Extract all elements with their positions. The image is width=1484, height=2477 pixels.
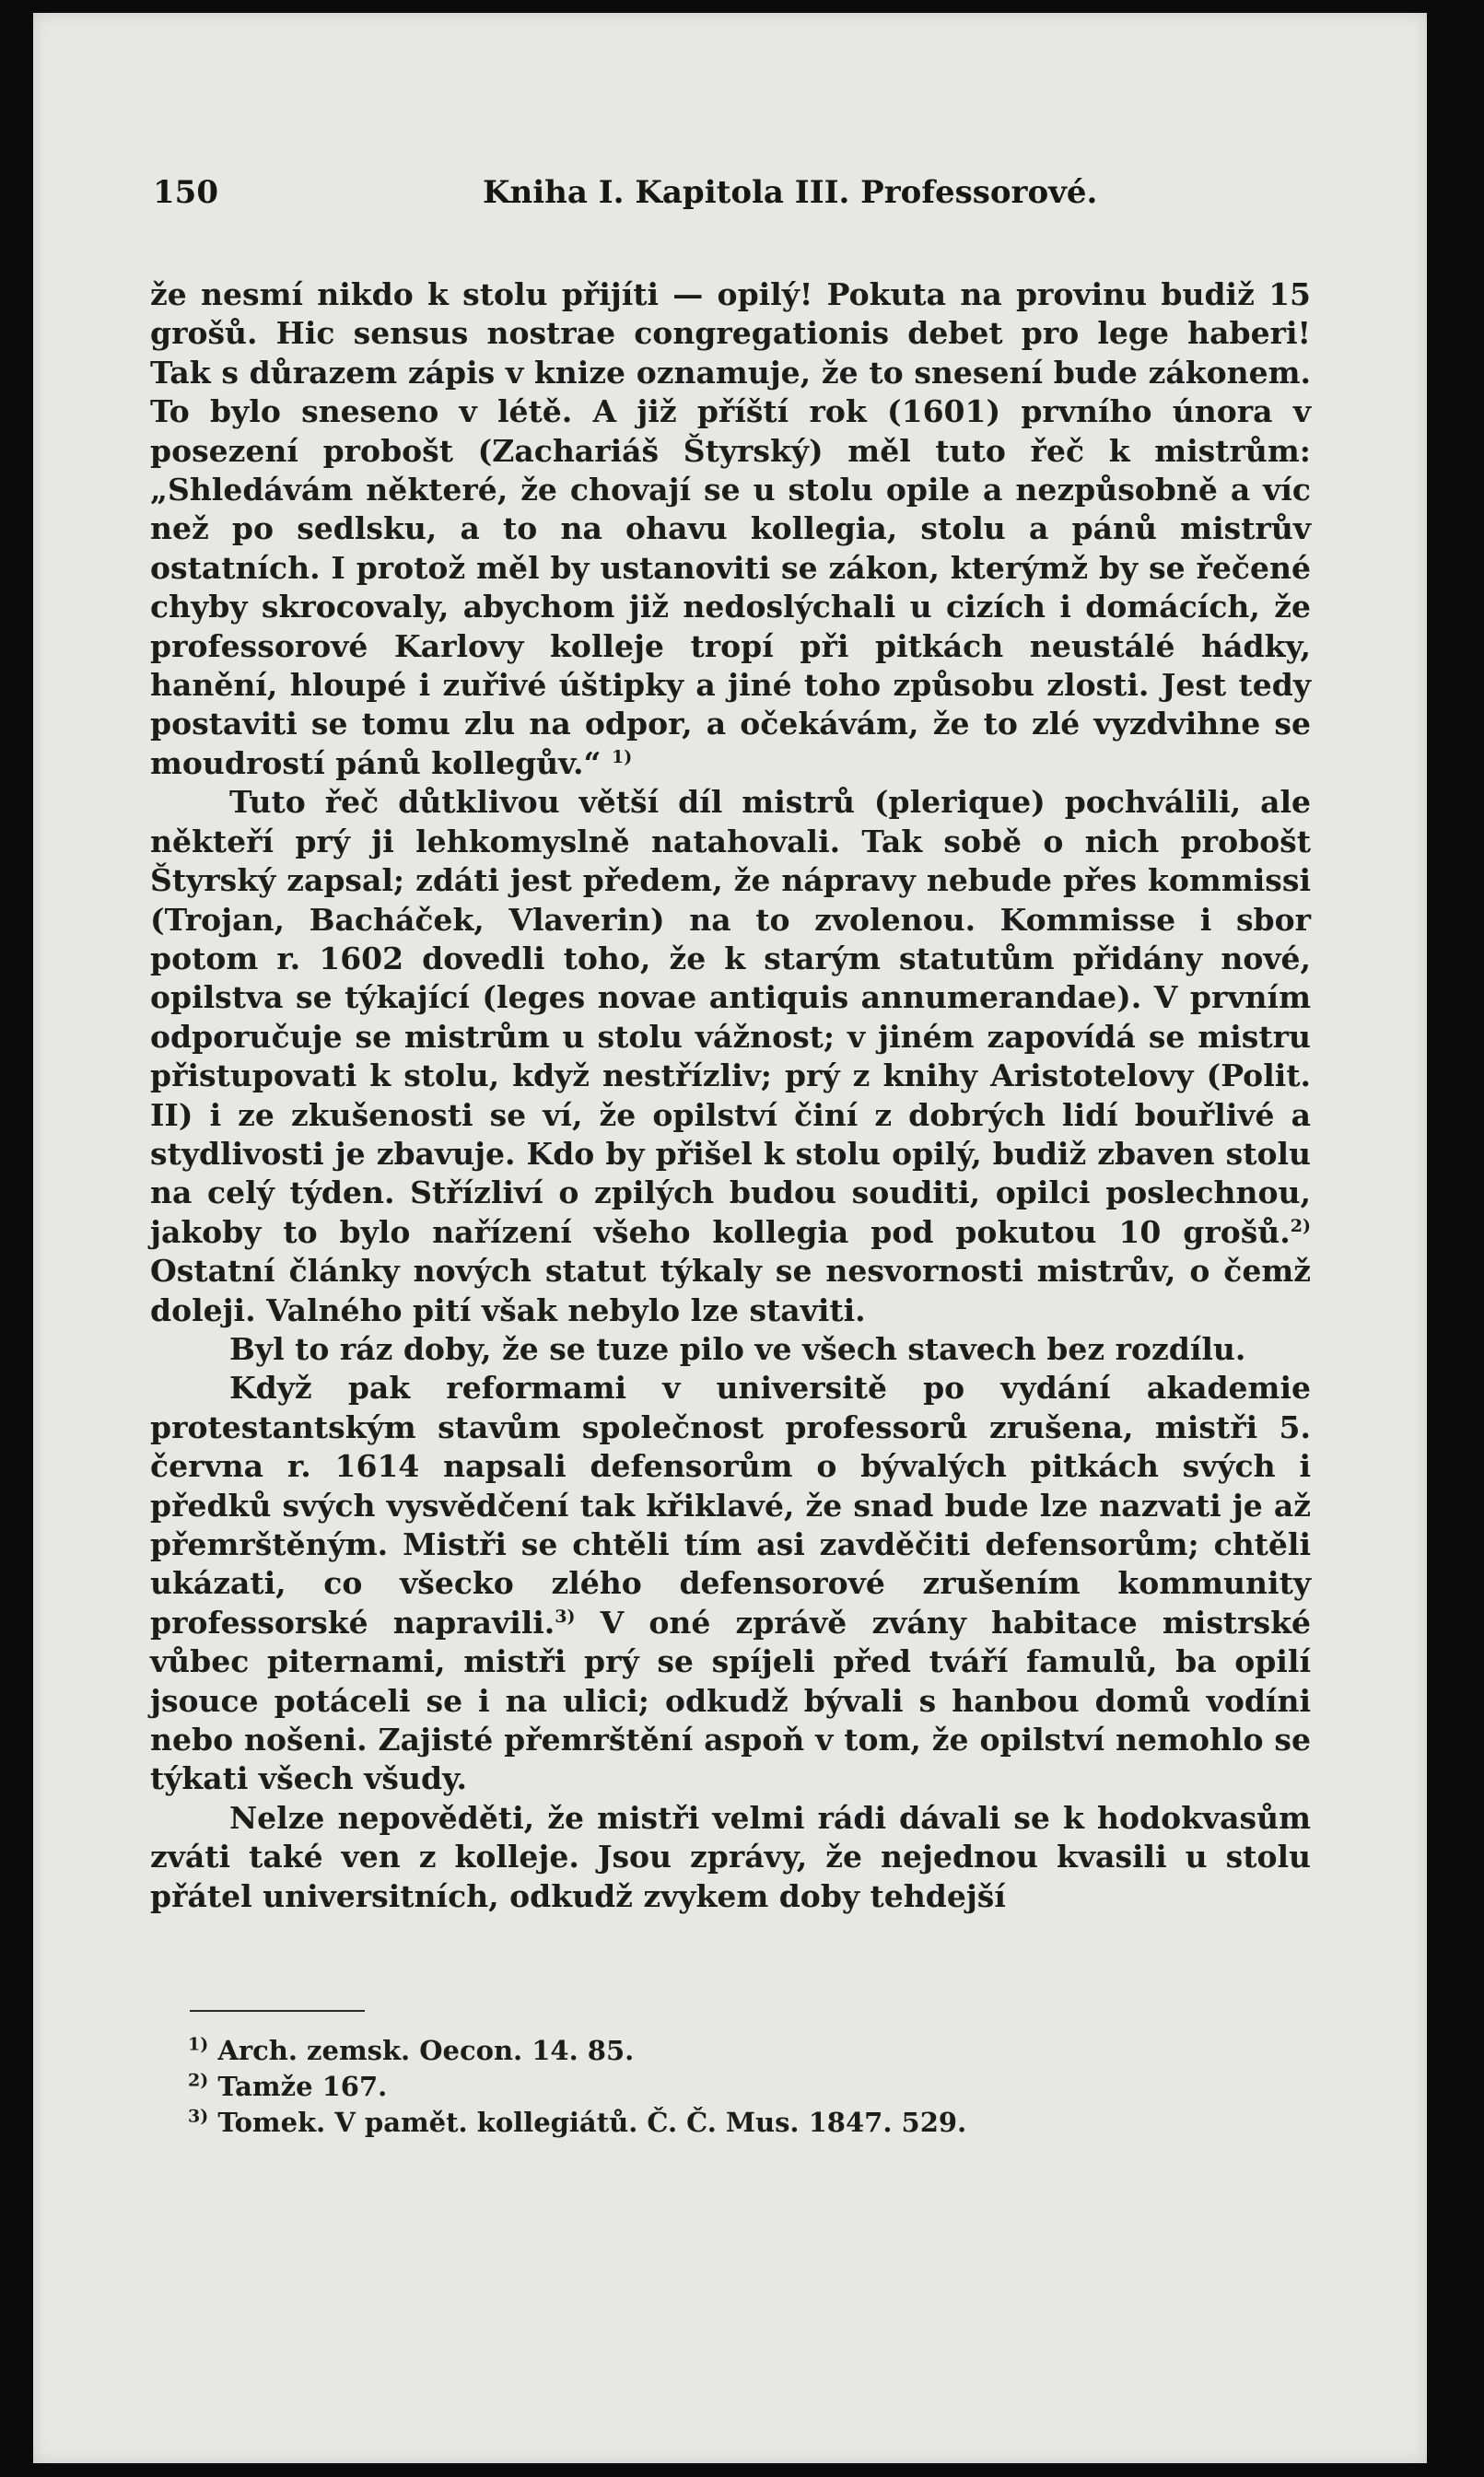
chapter-title: Kniha I. Kapitola III. Professorové. — [483, 174, 1098, 211]
paragraph-text: že nesmí nikdo k stolu přijíti — opilý! Pokuta na provinu budiž 15 grošů. Hic sensus nostrae congregationis debet pro lege haberi! Tak s důrazem zápis v knize oznamuje, že to snesení bude zákonem. To bylo sneseno v létě. A již příští rok (1601) prvního února v posezení probošt (Zachariáš Štyrský) měl tuto řeč k mistrům: „Shledávám některé, že chovají se u stolu opile a nezpůsobně a víc než po sedlsku, a to na ohavu kollegia, stolu a pánů mistrův ostatních. I protož měl by ustanoviti se zákon, kterýmž by se řečené chyby skrocovaly, abychom již nedoslýchali u cizích i domácích, že professorové Karlovy kolleje tropí při pitkách neustálé hádky, hanění, hloupé i zuřivé úštipky a jiné toho způsobu zlosti. Jest tedy postaviti se tomu zlu na odpor, a očekávám, že to zlé vyzdvihne se moudrostí pánů kollegův.“ — [150, 276, 1311, 781]
paragraph — [150, 1369, 1311, 1798]
footnote-mark: 1) — [188, 2034, 209, 2055]
footnote-text: Tamže 167. — [208, 2071, 388, 2102]
footnote-reference: 1) — [612, 746, 633, 767]
footnote-text: Arch. zemsk. Oecon. 14. 85. — [208, 2035, 635, 2066]
paragraph-text: Ostatní články nových statut týkaly se nesvornosti mistrův, o čemž doleji. Valného pití však nebylo lze staviti. — [150, 1253, 1311, 1328]
footnote-mark: 3) — [188, 2106, 209, 2127]
running-head — [153, 174, 1185, 220]
paragraph — [150, 1799, 1311, 1916]
footnote-divider — [190, 2010, 365, 2012]
footnote-reference: 3) — [555, 1606, 576, 1627]
paragraph — [150, 783, 1311, 1330]
page-number: 150 — [153, 174, 218, 211]
footnote-reference: 2) — [1290, 1215, 1311, 1236]
paragraph — [150, 275, 1311, 783]
paragraph-text: Byl to ráz doby, že se tuze pilo ve všech stavech bez rozdílu. — [229, 1330, 1246, 1367]
footnote — [188, 2033, 1109, 2069]
paragraph-text: V oné zprávě zvány habitace mistrské vůbec piternami, mistři prý se spíjeli před tváří famulů, ba opilí jsouce potáceli se i na ulici; odkudž bývali s hanbou domů vodíni nebo nošeni. Zajisté přemrštění aspoň v tom, že opilství nemohlo se týkati všech všudy. — [150, 1604, 1311, 1797]
footnote-text: Tomek. V pamět. kollegiátů. Č. Č. Mus. 1847. 529. — [208, 2107, 967, 2138]
footnote-mark: 2) — [188, 2070, 209, 2091]
footnote — [188, 2069, 1109, 2105]
book-page — [33, 13, 1427, 2463]
paragraph-text: Nelze nepověděti, že mistři velmi rádi dávali se k hodokvasům zváti také ven z kolleje. Jsou zprávy, že nejednou kvasili u stolu přátel universitních, odkudž zvykem doby tehdejší — [150, 1799, 1311, 1914]
paragraph-text: Když pak reformami v universitě po vydání akademie protestantským stavům společnost professorů zrušena, mistři 5. června r. 1614 napsali defensorům o bývalých pitkách svých i předků svých vysvědčení tak křiklavé, že snad bude lze nazvati je až přemrštěným. Mistři se chtěli tím asi zavděčiti defensorům; chtěli ukázati, co všecko zlého defensorové zrušením kommunity professorské napravili. — [150, 1370, 1311, 1641]
main-text — [150, 275, 1311, 1916]
paragraph — [150, 1330, 1311, 1369]
footnotes — [188, 2033, 1109, 2141]
footnote — [188, 2105, 1109, 2141]
paragraph-text: Tuto řeč důtklivou větší díl mistrů (plerique) pochválili, ale někteří prý ji lehkomyslně natahovali. Tak sobě o nich probošt Štyrský zapsal; zdáti jest předem, že nápravy nebude přes kommissi (Trojan, Bacháček, Vlaverin) na to zvolenou. Kommisse i sbor potom r. 1602 dovedli toho, že k starým statutům přidány nové, opilstva se týkající (leges novae antiquis annumerandae). V prvním odporučuje se mistrům u stolu vážnost; v jiném zapovídá se mistru přistupovati k stolu, když nestřízliv; prý z knihy Aristotelovy (Polit. II) i ze zkušenosti se ví, že opilství činí z dobrých lidí bouřlivé a stydlivosti je zbavuje. Kdo by přišel k stolu opilý, budiž zbaven stolu na celý týden. Střízliví o zpilých budou souditi, opilci poslechnou, jakoby to bylo nařízení všeho kollegia pod pokutou 10 grošů. — [150, 784, 1311, 1250]
